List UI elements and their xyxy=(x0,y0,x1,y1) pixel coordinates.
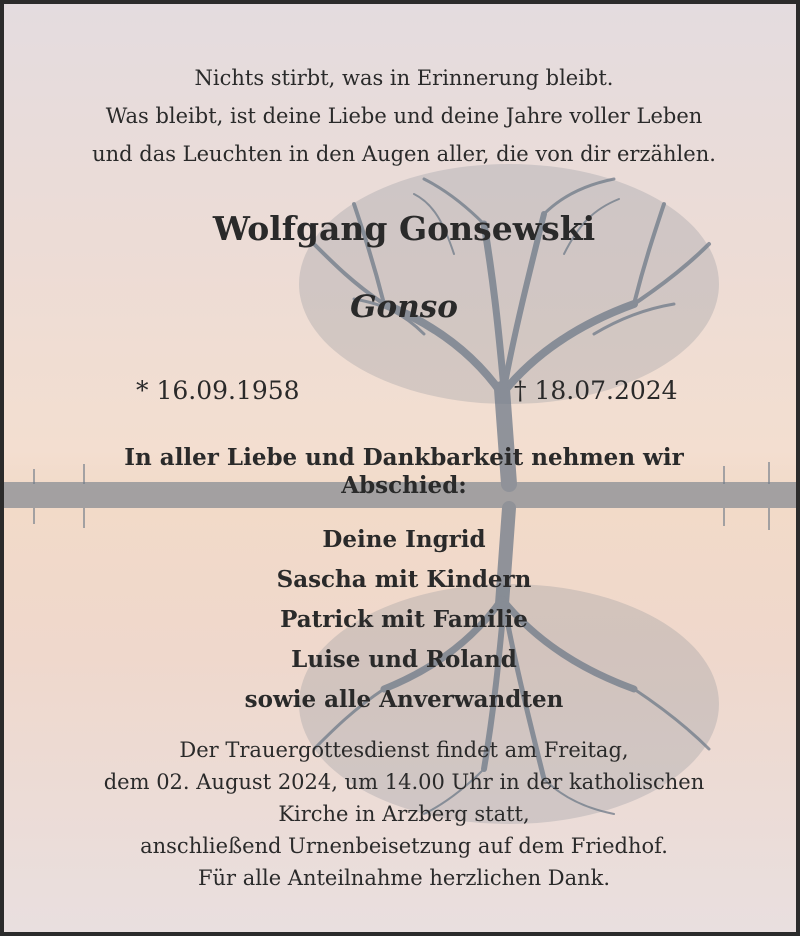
family-member: Sascha mit Kindern xyxy=(276,566,532,593)
death-date: † 18.07.2024 xyxy=(514,376,678,405)
family-member: Luise und Roland xyxy=(291,646,517,673)
service-line: Der Trauergottesdienst findet am Freitag, xyxy=(179,738,629,762)
family-member: sowie alle Anverwandten xyxy=(244,686,564,713)
poem-line: Was bleibt, ist deine Liebe und deine Jahre voller Leben xyxy=(105,104,703,128)
birth-date: * 16.09.1958 xyxy=(136,376,300,405)
service-line: Für alle Anteilnahme herzlichen Dank. xyxy=(197,866,611,890)
farewell-text: In aller Liebe und Dankbarkeit nehmen wir Abschied: xyxy=(124,444,684,499)
poem-line: Nichts stirbt, was in Erinnerung bleibt. xyxy=(194,66,614,90)
service-line: dem 02. August 2024, um 14.00 Uhr in der katholischen xyxy=(103,770,705,794)
poem-line: und das Leuchten in den Augen aller, die von dir erzählen. xyxy=(92,142,716,166)
family-member: Patrick mit Familie xyxy=(280,606,528,633)
family-list xyxy=(4,520,800,720)
deceased-nickname: Gonso xyxy=(350,289,458,325)
service-line: Kirche in Arzberg statt, xyxy=(278,802,530,826)
service-info xyxy=(4,734,800,894)
family-member: Deine Ingrid xyxy=(322,526,486,553)
deceased-name: Wolfgang Gonsewski xyxy=(212,209,596,248)
service-line: anschließend Urnenbeisetzung auf dem Friedhof. xyxy=(140,834,668,858)
poem xyxy=(4,59,800,173)
